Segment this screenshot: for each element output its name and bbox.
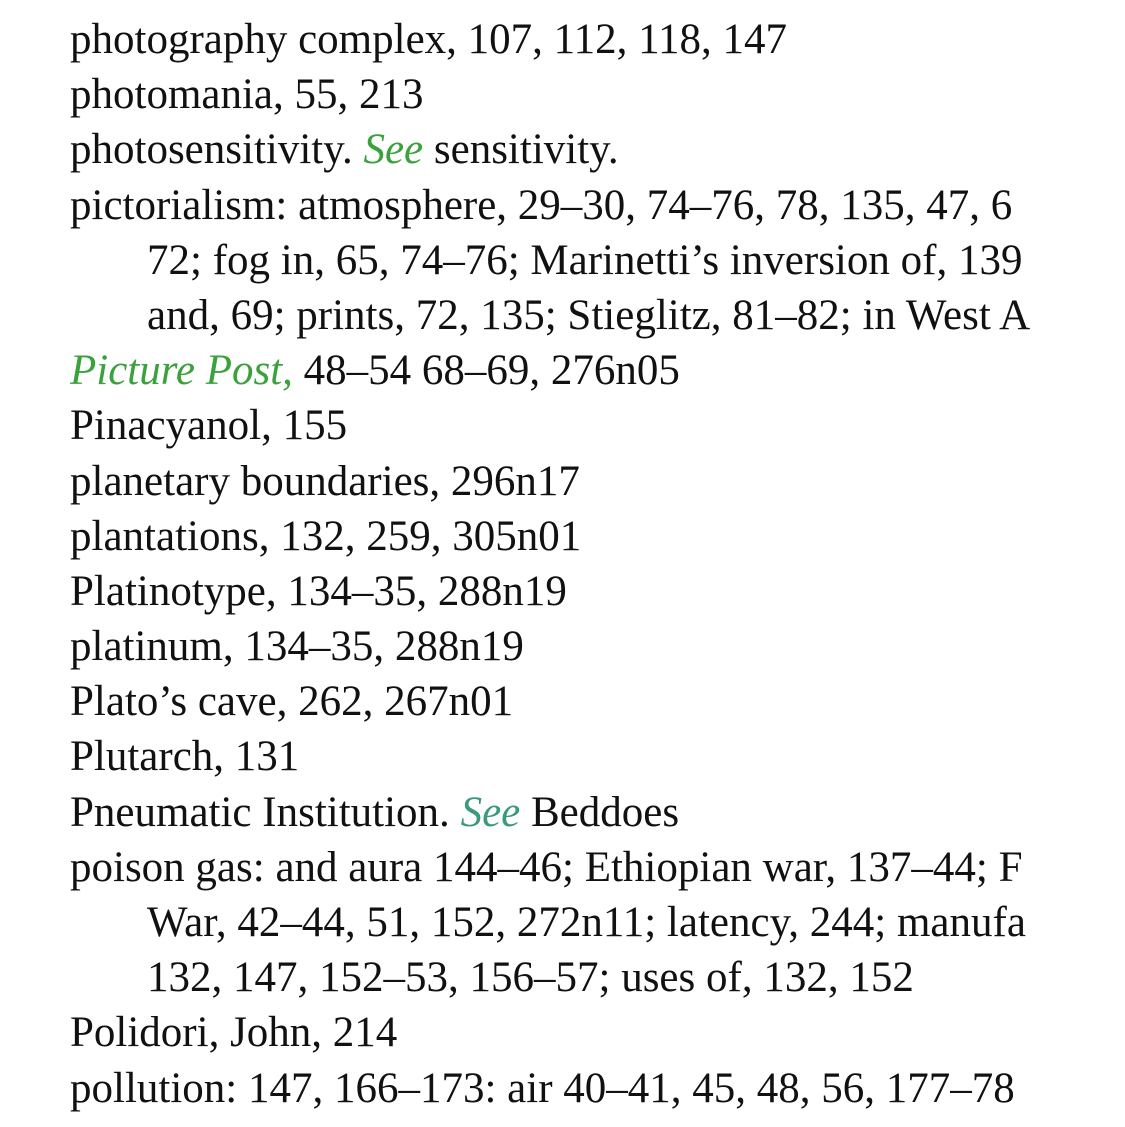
entry-text: photosensitivity. bbox=[70, 126, 364, 174]
index-entry bbox=[70, 509, 1125, 564]
entry-text: 48–54 68–69, 276n05 bbox=[292, 347, 680, 395]
cross-reference-link[interactable]: See bbox=[363, 126, 424, 174]
index-page bbox=[70, 12, 1125, 1116]
index-entry bbox=[70, 122, 1125, 177]
entry-text: planetary boundaries, 296n17 bbox=[70, 457, 580, 505]
index-entry bbox=[70, 454, 1125, 509]
index-entry bbox=[70, 619, 1125, 674]
entry-text: 132, 147, 152–53, 156–57; uses of, 132, 152 bbox=[147, 954, 914, 1002]
entry-text: 72; fog in, 65, 74–76; Marinetti’s inversion of, 139 bbox=[147, 236, 1023, 284]
entry-text: Pneumatic Institution. bbox=[70, 788, 461, 836]
entry-text: photomania, 55, 213 bbox=[70, 71, 424, 119]
entry-text: Pinacyanol, 155 bbox=[70, 402, 348, 450]
cross-reference-link[interactable]: Picture Post, bbox=[70, 347, 293, 395]
entry-text: photography complex, 107, 112, 118, 147 bbox=[70, 16, 787, 63]
index-entry-continuation bbox=[70, 233, 1125, 288]
entry-text: plantations, 132, 259, 305n01 bbox=[70, 512, 582, 560]
entry-text: Platinotype, 134–35, 288n19 bbox=[70, 567, 567, 615]
entry-text: Polidori, John, 214 bbox=[70, 1009, 398, 1057]
entry-text: Plato’s cave, 262, 267n01 bbox=[70, 678, 514, 726]
index-entry-continuation bbox=[70, 895, 1125, 950]
index-entry bbox=[70, 67, 1125, 122]
index-entry bbox=[70, 564, 1125, 619]
index-entry bbox=[70, 729, 1125, 784]
index-entry-continuation bbox=[70, 950, 1125, 1005]
entry-text: War, 42–44, 51, 152, 272n11; latency, 244; manufa bbox=[147, 899, 1026, 946]
cross-reference-link[interactable]: See bbox=[460, 788, 521, 836]
entry-text: and, 69; prints, 72, 135; Stieglitz, 81–82; in West A bbox=[147, 291, 1031, 339]
index-entry bbox=[70, 674, 1125, 729]
entry-text: Beddoes bbox=[520, 788, 680, 836]
entry-text: platinum, 134–35, 288n19 bbox=[70, 623, 524, 671]
index-entry-continuation bbox=[70, 288, 1125, 343]
entry-text: sensitivity. bbox=[423, 126, 619, 174]
index-entry bbox=[70, 1005, 1125, 1060]
index-entry bbox=[70, 785, 1125, 840]
index-entry bbox=[70, 343, 1125, 398]
entry-text: poison gas: and aura 144–46; Ethiopian war, 137–44; F bbox=[70, 843, 1023, 891]
index-entry bbox=[70, 398, 1125, 453]
entry-text: pictorialism: atmosphere, 29–30, 74–76, 78, 135, 47, 6 bbox=[70, 181, 1013, 229]
index-entry bbox=[70, 12, 1125, 67]
index-entry bbox=[70, 1061, 1125, 1116]
index-entry bbox=[70, 178, 1125, 233]
entry-text: Plutarch, 131 bbox=[70, 733, 300, 781]
index-entry bbox=[70, 840, 1125, 895]
entry-text: pollution: 147, 166–173: air 40–41, 45, 48, 56, 177–78 bbox=[70, 1064, 1015, 1112]
